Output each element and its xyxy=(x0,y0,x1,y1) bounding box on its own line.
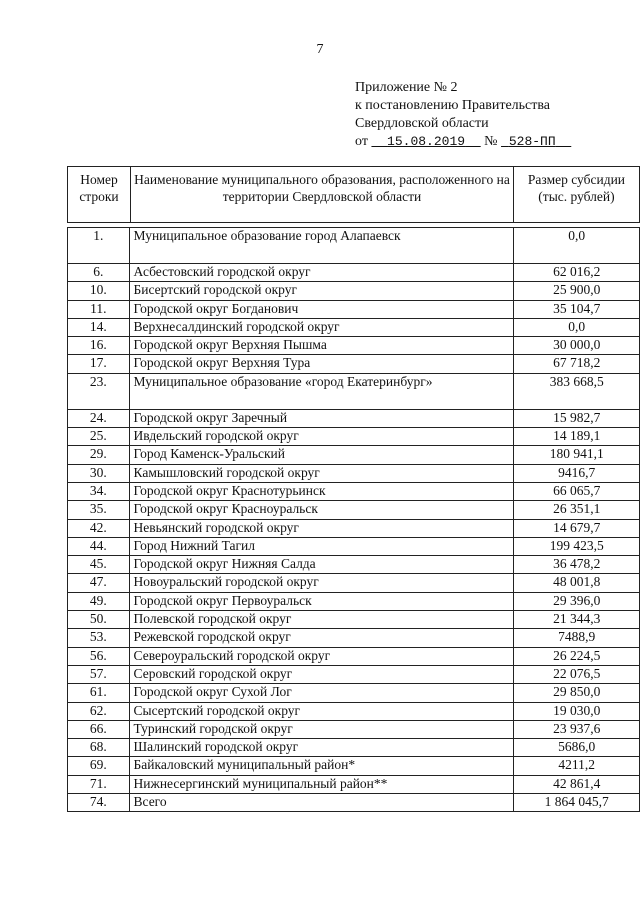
row-number: 29. xyxy=(68,446,130,464)
subsidy-amount: 180 941,1 xyxy=(514,446,640,464)
subsidy-amount: 35 104,7 xyxy=(514,300,640,318)
municipality-name: Туринский городской округ xyxy=(129,720,514,738)
row-number: 17. xyxy=(68,355,130,373)
subsidy-amount: 26 351,1 xyxy=(514,501,640,519)
row-number: 50. xyxy=(68,611,130,629)
table-row xyxy=(68,537,640,555)
table-row xyxy=(68,428,640,446)
municipality-name: Город Нижний Тагил xyxy=(129,537,514,555)
number-prefix: № xyxy=(484,134,498,149)
municipality-name: Полевской городской округ xyxy=(129,611,514,629)
row-number: 74. xyxy=(68,794,130,812)
table-row xyxy=(68,355,640,373)
row-number: 6. xyxy=(68,264,130,282)
table-row xyxy=(68,757,640,775)
header-row-number: Номер строки xyxy=(68,167,131,223)
municipality-name: Городской округ Краснотурьинск xyxy=(129,482,514,500)
appendix-region: Свердловской области xyxy=(355,116,489,131)
municipality-name: Городской округ Первоуральск xyxy=(129,592,514,610)
municipality-name: Нижнесергинский муниципальный район** xyxy=(129,775,514,793)
subsidy-amount: 36 478,2 xyxy=(514,556,640,574)
date-prefix: от xyxy=(355,134,368,149)
municipality-name: Муниципальное образование город Алапаевск xyxy=(129,228,514,264)
municipality-name: Городской округ Верхняя Пышма xyxy=(129,337,514,355)
municipality-name: Новоуральский городской округ xyxy=(129,574,514,592)
appendix-title: Приложение № 2 xyxy=(355,80,458,95)
municipality-name: Верхнесалдинский городской округ xyxy=(129,318,514,336)
table-row xyxy=(68,519,640,537)
row-number: 68. xyxy=(68,739,130,757)
table-row xyxy=(68,228,640,264)
appendix-block xyxy=(355,79,571,151)
table-row xyxy=(68,318,640,336)
table-row xyxy=(68,794,640,812)
subsidy-amount: 30 000,0 xyxy=(514,337,640,355)
subsidy-amount: 0,0 xyxy=(514,318,640,336)
subsidy-amount: 25 900,0 xyxy=(514,282,640,300)
subsidy-amount: 42 861,4 xyxy=(514,775,640,793)
municipality-name: Асбестовский городской округ xyxy=(129,264,514,282)
subsidy-amount: 4211,2 xyxy=(514,757,640,775)
subsidy-amount: 199 423,5 xyxy=(514,537,640,555)
row-number: 30. xyxy=(68,464,130,482)
table-row xyxy=(68,739,640,757)
table-row xyxy=(68,282,640,300)
resolution-date: 15.08.2019 xyxy=(387,134,466,149)
subsidy-amount: 19 030,0 xyxy=(514,702,640,720)
municipality-name: Невьянский городской округ xyxy=(129,519,514,537)
row-number: 14. xyxy=(68,318,130,336)
row-number: 45. xyxy=(68,556,130,574)
subsidy-table xyxy=(67,227,640,812)
subsidy-amount: 67 718,2 xyxy=(514,355,640,373)
resolution-number: 528-ПП xyxy=(508,134,556,149)
row-number: 53. xyxy=(68,629,130,647)
municipality-name: Камышловский городской округ xyxy=(129,464,514,482)
table-row xyxy=(68,556,640,574)
subsidy-amount: 7488,9 xyxy=(514,629,640,647)
municipality-name: Байкаловский муниципальный район* xyxy=(129,757,514,775)
table-row xyxy=(68,775,640,793)
row-number: 71. xyxy=(68,775,130,793)
subsidy-amount: 62 016,2 xyxy=(514,264,640,282)
municipality-name: Североуральский городской округ xyxy=(129,647,514,665)
row-number: 56. xyxy=(68,647,130,665)
appendix-resolution: к постановлению Правительства xyxy=(355,98,551,113)
municipality-name: Городской округ Заречный xyxy=(129,409,514,427)
subsidy-amount: 5686,0 xyxy=(514,739,640,757)
municipality-name: Городской округ Сухой Лог xyxy=(129,684,514,702)
subsidy-amount: 0,0 xyxy=(514,228,640,264)
subsidy-amount: 29 396,0 xyxy=(514,592,640,610)
table-row xyxy=(68,592,640,610)
appendix-date-line xyxy=(355,133,571,151)
table-row xyxy=(68,300,640,318)
municipality-name: Бисертский городской округ xyxy=(129,282,514,300)
subsidy-amount: 26 224,5 xyxy=(514,647,640,665)
subsidy-amount: 29 850,0 xyxy=(514,684,640,702)
subsidy-amount: 15 982,7 xyxy=(514,409,640,427)
table-row xyxy=(68,684,640,702)
table-row xyxy=(68,665,640,683)
municipality-name: Сысертский городской округ xyxy=(129,702,514,720)
table-row xyxy=(68,629,640,647)
row-number: 11. xyxy=(68,300,130,318)
header-municipality: Наименование муниципального образования, расположенного на территории Свердловской области xyxy=(130,167,513,223)
subsidy-amount: 9416,7 xyxy=(514,464,640,482)
row-number: 42. xyxy=(68,519,130,537)
subsidy-amount: 383 668,5 xyxy=(514,373,640,409)
subsidy-amount: 22 076,5 xyxy=(514,665,640,683)
row-number: 24. xyxy=(68,409,130,427)
municipality-name: Городской округ Богданович xyxy=(129,300,514,318)
subsidy-amount: 14 189,1 xyxy=(514,428,640,446)
row-number: 69. xyxy=(68,757,130,775)
table-row xyxy=(68,720,640,738)
table-header xyxy=(67,166,640,223)
subsidy-amount: 23 937,6 xyxy=(514,720,640,738)
row-number: 47. xyxy=(68,574,130,592)
subsidy-amount: 48 001,8 xyxy=(514,574,640,592)
table-row xyxy=(68,264,640,282)
municipality-name: Ивдельский городской округ xyxy=(129,428,514,446)
row-number: 66. xyxy=(68,720,130,738)
table-row xyxy=(68,464,640,482)
municipality-name: Городской округ Нижняя Салда xyxy=(129,556,514,574)
row-number: 62. xyxy=(68,702,130,720)
row-number: 1. xyxy=(68,228,130,264)
page-number: 7 xyxy=(316,42,324,57)
municipality-name: Режевской городской округ xyxy=(129,629,514,647)
row-number: 25. xyxy=(68,428,130,446)
table-row xyxy=(68,482,640,500)
municipality-name: Шалинский городской округ xyxy=(129,739,514,757)
subsidy-amount: 21 344,3 xyxy=(514,611,640,629)
row-number: 10. xyxy=(68,282,130,300)
table-row xyxy=(68,702,640,720)
header-subsidy: Размер субсидии (тыс. рублей) xyxy=(513,167,639,223)
table-row xyxy=(68,373,640,409)
municipality-name: Серовский городской округ xyxy=(129,665,514,683)
row-number: 57. xyxy=(68,665,130,683)
row-number: 35. xyxy=(68,501,130,519)
municipality-name: Муниципальное образование «город Екатеринбург» xyxy=(129,373,514,409)
table-row xyxy=(68,501,640,519)
municipality-name: Городской округ Верхняя Тура xyxy=(129,355,514,373)
row-number: 23. xyxy=(68,373,130,409)
municipality-name: Город Каменск-Уральский xyxy=(129,446,514,464)
row-number: 34. xyxy=(68,482,130,500)
row-number: 49. xyxy=(68,592,130,610)
subsidy-amount: 14 679,7 xyxy=(514,519,640,537)
table-row xyxy=(68,647,640,665)
municipality-name: Всего xyxy=(129,794,514,812)
table-row xyxy=(68,446,640,464)
subsidy-amount: 1 864 045,7 xyxy=(514,794,640,812)
table-row xyxy=(68,409,640,427)
row-number: 44. xyxy=(68,537,130,555)
table-row xyxy=(68,611,640,629)
row-number: 61. xyxy=(68,684,130,702)
row-number: 16. xyxy=(68,337,130,355)
table-row xyxy=(68,574,640,592)
table-row xyxy=(68,337,640,355)
subsidy-amount: 66 065,7 xyxy=(514,482,640,500)
municipality-name: Городской округ Красноуральск xyxy=(129,501,514,519)
